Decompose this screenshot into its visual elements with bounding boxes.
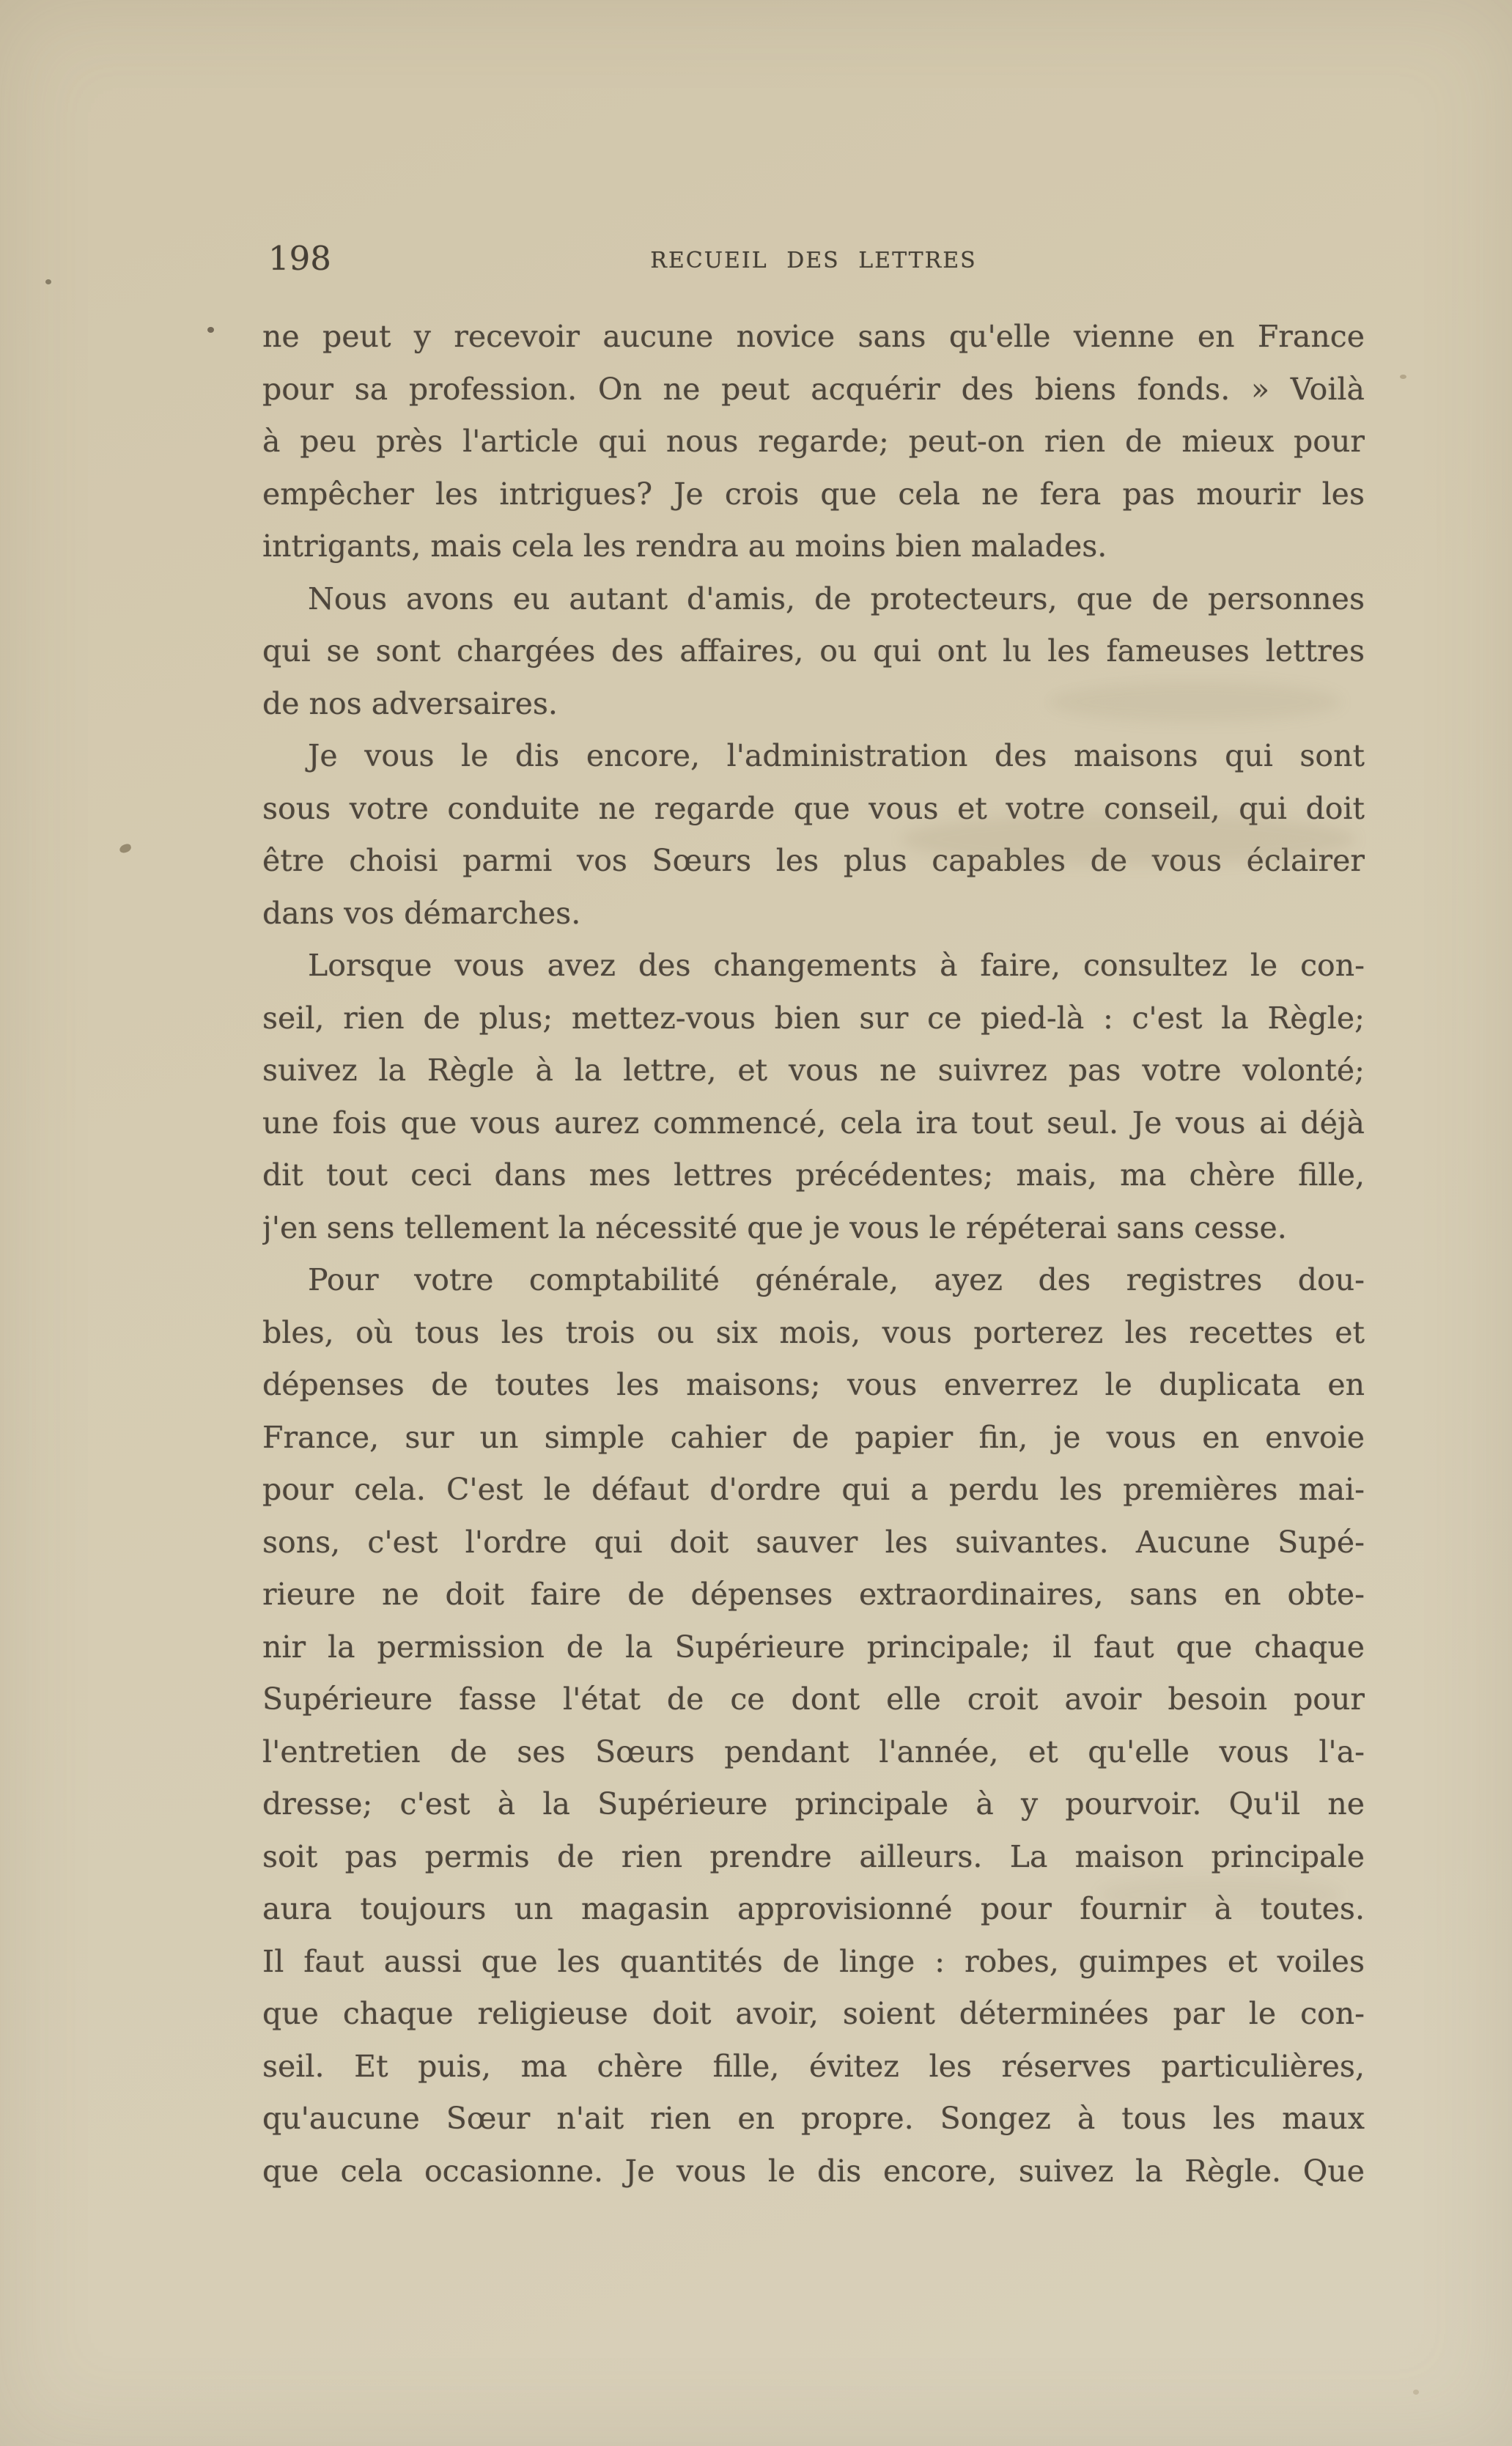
ink-speck: [119, 843, 132, 854]
text-line: Il faut aussi que les quantités de linge : robes, guimpes et voiles: [262, 1943, 1365, 1979]
text-line: dit tout ceci dans mes lettres précédentes; mais, ma chère fille,: [262, 1157, 1365, 1193]
text-line: une fois que vous aurez commencé, cela ira tout seul. Je vous ai déjà: [262, 1105, 1365, 1141]
text-line: dresse; c'est à la Supérieure principale à y pourvoir. Qu'il ne: [262, 1786, 1365, 1821]
text-line: être choisi parmi vos Sœurs les plus capables de vous éclairer: [262, 843, 1365, 878]
text-line: pour sa profession. On ne peut acquérir des biens fonds. » Voilà: [262, 371, 1365, 407]
scan-noise: [1099, 1876, 1341, 1913]
text-line: que cela occasionne. Je vous le dis encore, suivez la Règle. Que: [262, 2153, 1365, 2189]
text-line: Supérieure fasse l'état de ce dont elle croit avoir besoin pour: [262, 1681, 1365, 1717]
text-line: Lorsque vous avez des changements à faire, consultez le con-: [308, 948, 1365, 983]
text-line: ne peut y recevoir aucune novice sans qu'elle vienne en France: [262, 319, 1365, 354]
text-line: France, sur un simple cahier de papier fin, je vous en envoie: [262, 1419, 1365, 1455]
text-line: dépenses de toutes les maisons; vous enverrez le duplicata en: [262, 1367, 1365, 1402]
text-line: sons, c'est l'ordre qui doit sauver les suivantes. Aucune Supé-: [262, 1524, 1365, 1560]
text-line: qu'aucune Sœur n'ait rien en propre. Songez à tous les maux: [262, 2101, 1365, 2136]
text-line: intrigants, mais cela les rendra au moins bien malades.: [262, 528, 1107, 564]
text-line: dans vos démarches.: [262, 895, 581, 931]
text-line: nir la permission de la Supérieure principale; il faut que chaque: [262, 1629, 1365, 1665]
text-line: sous votre conduite ne regarde que vous et votre conseil, qui doit: [262, 790, 1365, 826]
ink-speck: [1413, 2390, 1419, 2395]
scan-noise: [901, 814, 1356, 865]
text-line: Nous avons eu autant d'amis, de protecteurs, que de personnes: [308, 581, 1365, 616]
text-line: de nos adversaires.: [262, 685, 558, 721]
text-line: qui se sont chargées des affaires, ou qui ont lu les fameuses lettres: [262, 633, 1365, 668]
text-line: empêcher les intrigues? Je crois que cela ne fera pas mourir les: [262, 476, 1365, 512]
text-line: Je vous le dis encore, l'administration des maisons qui sont: [308, 738, 1365, 773]
text-line: que chaque religieuse doit avoir, soient déterminées par le con-: [262, 1996, 1365, 2031]
ink-speck: [45, 279, 51, 284]
ink-speck: [207, 327, 214, 333]
ink-speck: [1400, 375, 1406, 379]
text-line: l'entretien de ses Sœurs pendant l'année, et qu'elle vous l'a-: [262, 1734, 1365, 1769]
text-line: bles, où tous les trois ou six mois, vous porterez les recettes et: [262, 1314, 1365, 1350]
text-line: aura toujours un magasin approvisionné pour fournir à toutes.: [262, 1891, 1365, 1926]
running-title: RECUEIL DES LETTRES: [650, 248, 977, 273]
text-line: Pour votre comptabilité générale, ayez des registres dou-: [308, 1262, 1365, 1297]
text-block: [262, 311, 1365, 2198]
text-line: soit pas permis de rien prendre ailleurs. La maison principale: [262, 1838, 1365, 1874]
scan-noise: [1048, 682, 1341, 722]
text-line: j'en sens tellement la nécessité que je vous le répéterai sans cesse.: [262, 1209, 1287, 1245]
page-number: 198: [268, 239, 331, 278]
text-line: suivez la Règle à la lettre, et vous ne suivrez pas votre volonté;: [262, 1053, 1365, 1088]
text-line: seil, rien de plus; mettez-vous bien sur ce pied-là : c'est la Règle;: [262, 1000, 1365, 1036]
text-line: à peu près l'article qui nous regarde; peut-on rien de mieux pour: [262, 424, 1365, 459]
text-line: rieure ne doit faire de dépenses extraordinaires, sans en obte-: [262, 1577, 1365, 1612]
text-line: pour cela. C'est le défaut d'ordre qui a perdu les premières mai-: [262, 1472, 1365, 1507]
text-line: seil. Et puis, ma chère fille, évitez les réserves particulières,: [262, 2048, 1365, 2084]
